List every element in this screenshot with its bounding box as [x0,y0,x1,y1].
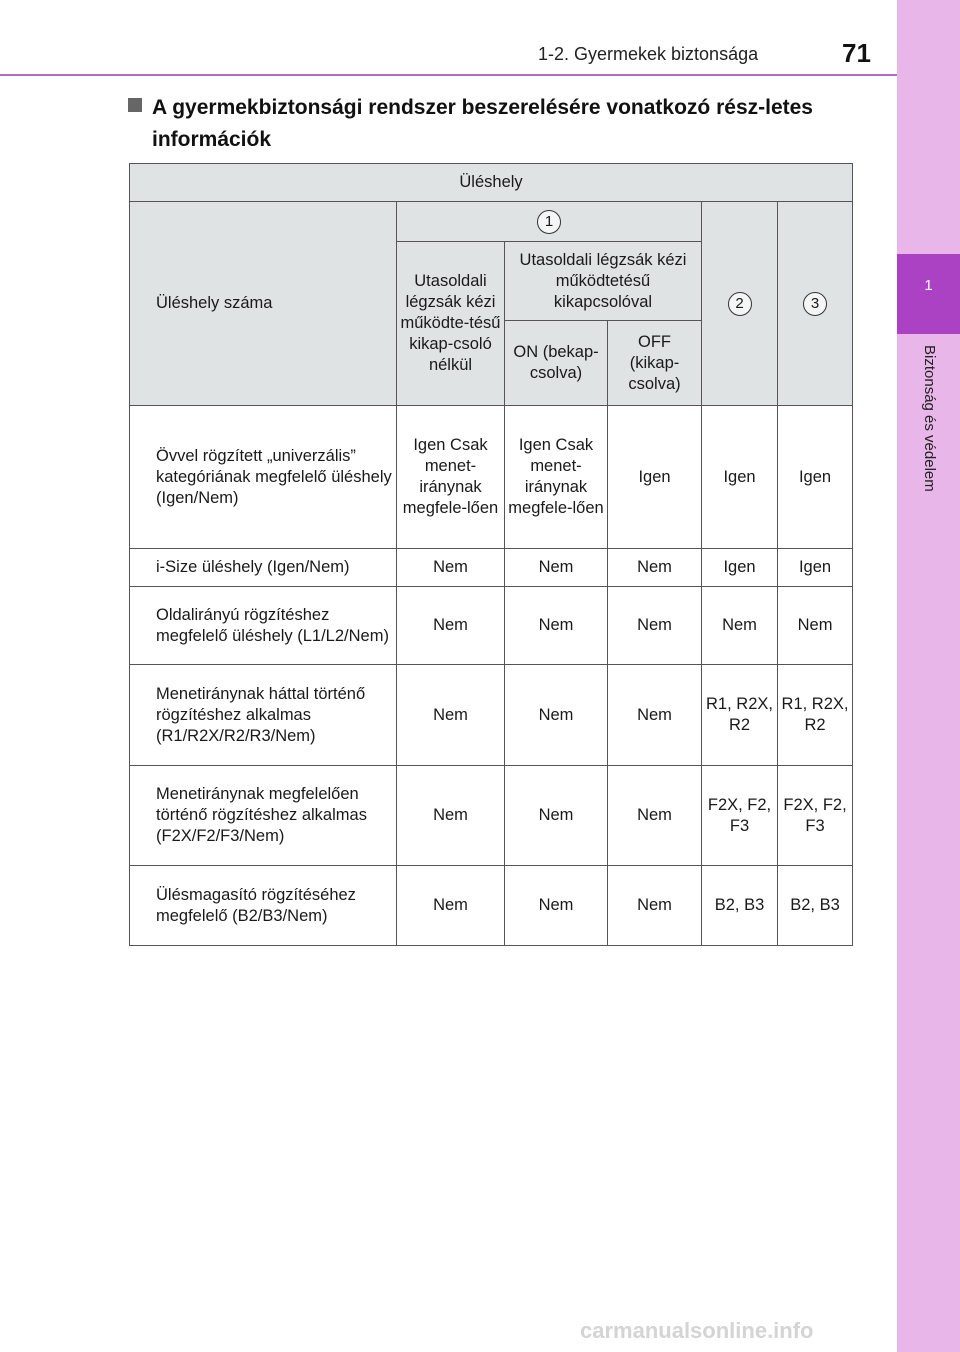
table-cell: Igen [778,549,853,587]
table-cell: B2, B3 [778,866,853,946]
table-cell: B2, B3 [702,866,778,946]
table-row [130,866,853,946]
header-divider [0,74,897,76]
table-row [130,549,853,587]
section-title: 1-2. Gyermekek biztonsága [538,44,759,64]
watermark: carmanualsonline.info [580,1318,814,1343]
table-row [130,766,853,866]
table-cell: Nem [608,587,702,665]
table-cell: R1, R2X, R2 [778,665,853,766]
table-cell: Nem [778,587,853,665]
page-number: 71 [842,38,871,68]
table-row [130,406,853,549]
table-header-seat-position: Üléshely [130,164,853,202]
table-header-seat-number: Üléshely száma [130,202,397,406]
table-cell: F2X, F2, F3 [778,766,853,866]
table-cell: Nem [397,866,505,946]
row-label: Oldalirányú rögzítéshez megfelelő üléshely (L1/L2/Nem) [130,587,397,665]
row-label: Menetiránynak háttal történő rögzítéshez alkalmas (R1/R2X/R2/R3/Nem) [130,665,397,766]
table-cell: R1, R2X, R2 [702,665,778,766]
circled-number-3: 3 [803,292,827,316]
table-cell: Nem [608,766,702,866]
position-2-header [702,202,778,406]
row-label: i-Size üléshely (Igen/Nem) [130,549,397,587]
table-cell: Nem [397,766,505,866]
table-cell: Nem [505,549,608,587]
position-3-header [778,202,853,406]
table-cell: Nem [505,866,608,946]
row-label: Menetiránynak megfelelően történő rögzítéshez alkalmas (F2X/F2/F3/Nem) [130,766,397,866]
table-cell: Igen Csak menet-iránynak megfele-lően [505,406,608,549]
header-on: ON (bekap-csolva) [505,321,608,406]
square-bullet-icon [128,98,142,112]
table-row [130,587,853,665]
table-cell: Nem [505,665,608,766]
table-cell: Igen [608,406,702,549]
header-without-switch: Utasoldali légzsák kézi működte-tésű kikap-csoló nélkül [397,242,505,406]
table-cell: Nem [608,665,702,766]
table-cell: Igen [702,549,778,587]
circled-number-1: 1 [537,210,561,234]
table-cell: Nem [608,549,702,587]
row-label: Övvel rögzített „univerzális” kategóriának megfelelő üléshely (Igen/Nem) [130,406,397,549]
table-cell: Nem [505,766,608,866]
header-off: OFF (kikap-csolva) [608,321,702,406]
circled-number-2: 2 [728,292,752,316]
table-cell: Nem [397,549,505,587]
table-row [130,665,853,766]
chapter-title: Biztonság és védelem [921,345,938,492]
header-with-switch: Utasoldali légzsák kézi működtetésű kikapcsolóval [505,242,702,321]
table-cell: Nem [702,587,778,665]
section-heading-text: A gyermekbiztonsági rendszer beszerelésére vonatkozó rész-letes információk [152,96,813,151]
table-cell: Nem [608,866,702,946]
table-cell: Igen Csak menet-iránynak megfele-lően [397,406,505,549]
chapter-number-badge: 1 [897,254,960,334]
position-1-header [397,202,702,242]
table-cell: Nem [397,587,505,665]
table-cell: F2X, F2, F3 [702,766,778,866]
table-cell: Nem [505,587,608,665]
section-heading [128,92,864,156]
table-cell: Igen [778,406,853,549]
side-chapter-tab [897,0,960,1352]
row-label: Ülésmagasító rögzítéséhez megfelelő (B2/B3/Nem) [130,866,397,946]
table-cell: Igen [702,406,778,549]
seat-info-table [129,163,853,946]
table-cell: Nem [397,665,505,766]
